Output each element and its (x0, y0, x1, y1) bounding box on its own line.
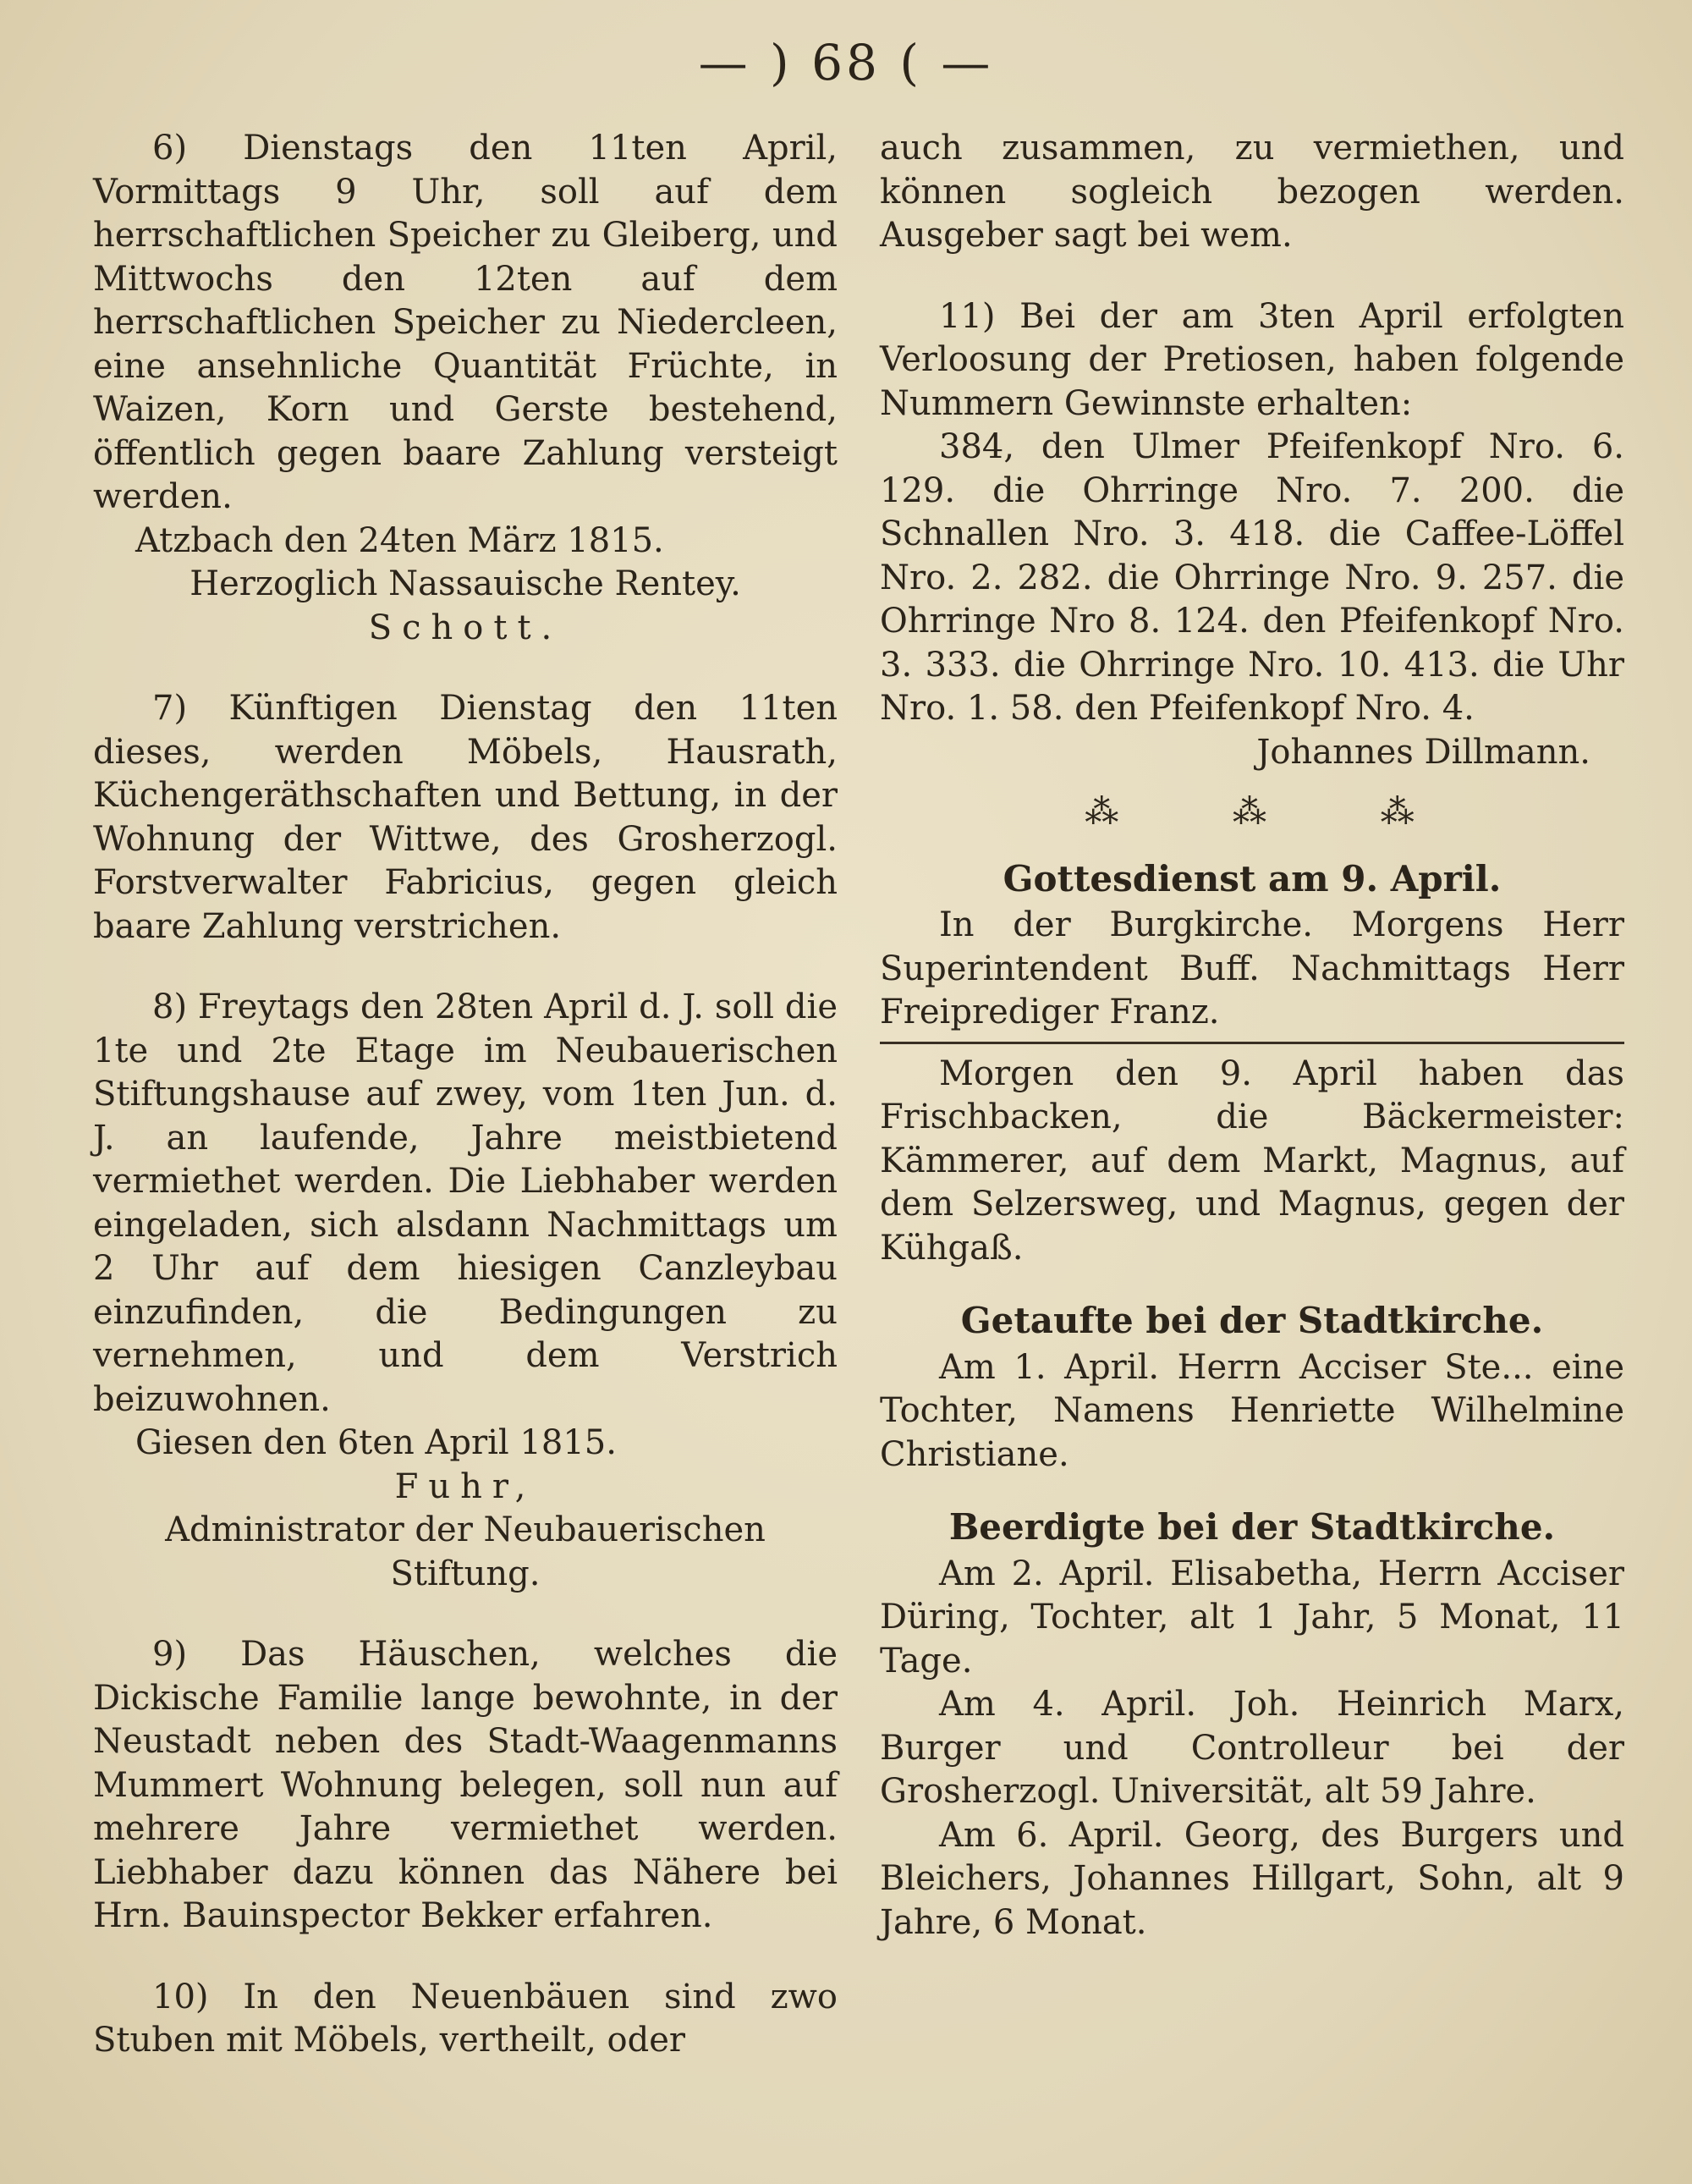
right-column (880, 127, 1624, 1945)
church-service-text: In der Burgkirche. Morgens Herr Superintendent Buff. Nachmittags Herr Freiprediger Franz. (880, 905, 1624, 1031)
notice-6-signer: Schott. (368, 608, 563, 647)
bakers-notice-text: Morgen den 9. April haben das Frischbacken, die Bäckermeister: Kämmerer, auf dem Markt, Magnus, auf dem Selzersweg, und Magnus, gegen der Kühgaß. (880, 1053, 1624, 1268)
burials-entry: Am 4. April. Joh. Heinrich Marx, Burger und Controlleur bei der Grosherzogl. Universität, alt 59 Jahre. (880, 1685, 1624, 1811)
notice-10-text: 10) In den Neuenbäuen sind zwo Stuben mit Möbels, vertheilt, oder (93, 1977, 838, 2060)
asterism-divider: ⁂ ⁂ ⁂ (1085, 793, 1420, 832)
notice-7-text: 7) Künftigen Dienstag den 11ten dieses, werden Möbels, Hausrath, Küchengeräthschaften und Bettung, in der Wohnung der Wittwe, des Grosherzogl. Forstverwalter Fabricius, gegen gleich baare Zahlung verstrichen. (93, 689, 838, 946)
notice-6-authority: Herzoglich Nassauische Rentey. (190, 564, 741, 603)
notice-8-signer: Fuhr, (394, 1466, 536, 1506)
baptisms-entry: Am 1. April. Herrn Acciser Ste... eine Tochter, Namens Henriette Wilhelmine Christiane. (880, 1347, 1624, 1474)
spacer (880, 1270, 1624, 1299)
notice-6-date: Atzbach den 24ten März 1815. (135, 520, 664, 560)
burials-heading: Beerdigte bei der Stadtkirche. (948, 1506, 1556, 1548)
notice-11-signer: Johannes Dillmann. (1256, 732, 1590, 772)
bakers-notice (880, 1053, 1624, 1271)
notice-11-text: 11) Bei der am 3ten April erfolgten Verloosung der Pretiosen, haben folgende Nummern Gewinnste erhalten: (880, 296, 1624, 423)
notice-8-text: 8) Freytags den 28ten April d. J. soll die 1te und 2te Etage im Neubauerischen Stiftungshause auf zwey, vom 1ten Jun. d. J. an laufende, Jahre meistbietend vermiethet werden. Die Liebhaber werden eingeladen, sich alsdann Nachmittags um 2 Uhr auf dem hiesigen Canzleybau einzufinden, die Bedingungen zu vernehmen, und dem Verstrich beizuwohnen. (93, 987, 838, 1419)
burials (880, 1505, 1624, 1945)
notice-8-title-line1: Administrator der Neubauerischen (165, 1510, 766, 1549)
notice-6 (93, 127, 838, 650)
notice-10-continued (880, 127, 1624, 258)
spacer (880, 1477, 1624, 1505)
notice-11 (880, 295, 1624, 775)
section-rule (880, 1042, 1624, 1044)
notice-9-text: 9) Das Häuschen, welches die Dickische Familie lange bewohnte, in der Neustadt neben des Stadt-Waagenmanns Mummert Wohnung belegen, soll nun auf mehrere Jahre vermiethet werden. Liebhaber dazu können das Nähere bei Hrn. Bauinspector Bekker erfahren. (93, 1635, 838, 1935)
notice-8 (93, 986, 838, 1596)
page-number: — ) 68 ( — (698, 34, 994, 91)
notice-8-title-line2: Stiftung. (390, 1554, 541, 1593)
church-service (880, 857, 1624, 1035)
baptisms-heading: Getaufte bei der Stadtkirche. (960, 1300, 1544, 1341)
burials-entry: Am 6. April. Georg, des Burgers und Bleichers, Johannes Hillgart, Sohn, alt 9 Jahre, 6 Monat. (880, 1815, 1624, 1942)
notice-6-text: 6) Dienstags den 11ten April, Vormittags 9 Uhr, soll auf dem herrschaftlichen Speicher zu Gleiberg, und Mittwochs den 12ten auf dem herrschaftlichen Speicher zu Niedercleen, eine ansehnliche Quantität Früchte, in Waizen, Korn und Gerste bestehend, öffentlich gegen baare Zahlung versteigt werden. (93, 129, 838, 516)
notice-9 (93, 1633, 838, 1939)
notice-8-date: Giesen den 6ten April 1815. (135, 1423, 617, 1462)
notice-10 (93, 1976, 838, 2063)
church-service-heading: Gottesdienst am 9. April. (1003, 857, 1502, 899)
baptisms (880, 1299, 1624, 1477)
burials-entry: Am 2. April. Elisabetha, Herrn Acciser Düring, Tochter, alt 1 Jahr, 5 Monat, 11 Tage. (880, 1554, 1624, 1681)
left-column (93, 127, 838, 2100)
notice-11-list: 384, den Ulmer Pfeifenkopf Nro. 6. 129. die Ohrringe Nro. 7. 200. die Schnallen Nro. 3. 418. die Caffee-Löffel Nro. 2. 282. die Ohrringe Nro. 9. 257. die Ohrringe Nro 8. 124. den Pfeifenkopf Nro. 3. 333. die Ohrringe Nro. 10. 413. die Uhr Nro. 1. 58. den Pfeifenkopf Nro. 4. (880, 427, 1624, 728)
notice-7 (93, 687, 838, 949)
notice-10-continued-text: auch zusammen, zu vermiethen, und können sogleich bezogen werden. Ausgeber sagt bei wem. (880, 129, 1624, 255)
